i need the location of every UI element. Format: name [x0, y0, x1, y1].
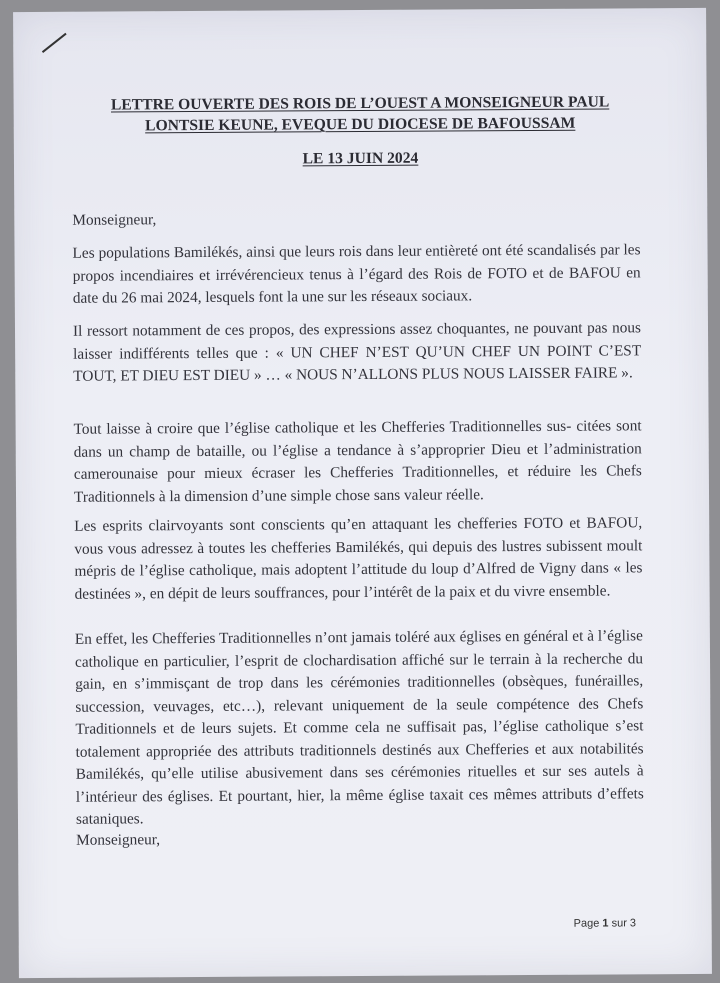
salutation: Monseigneur, [72, 211, 157, 229]
document-date: LE 13 JUIN 2024 [302, 149, 419, 168]
paragraph-text: Les esprits clairvoyants sont conscients qu’en attaquant les chefferies FOTO et BAFOU, vous vous adressez à toutes les chefferies Bamilékés, qui depuis des lustres subissent moult mépris de l’église catholique, mais adoptent l’attitude du loup d’Alfred de Vigny dans « les destinées », en dépit de leurs souffrances, pour l’intérêt de la paix et du vivre ensemble. [74, 514, 643, 603]
paragraph-text: Tout laisse à croire que l’église catholique et les Chefferies Traditionnelles sus- citées sont dans un champ de bataille, ou l’église a tendance à s’approprier Dieu et l’administration camerounaise pour mieux écraser les Chefferies Traditionnelles, et réduire les Chefs Traditionnels à la dimension d’une simple chose sans valeur réelle. [73, 417, 642, 506]
page-number [574, 917, 636, 929]
closing-salutation: Monseigneur, [76, 831, 161, 849]
paragraph-text: En effet, les Chefferies Traditionnelles n’ont jamais toléré aux églises en général et à l’église catholique en particulier, l’esprit de clochardisation affiché sur le terrain à la recherche du gain, en s’immisçant de trop dans les cérémonies traditionnelles (obsèques, funérailles, succession, veuvages, etc…), relevant uniquement de la seule compétence des Chefs Traditionnels et de leurs sujets. Et comme cela ne suffisait pas, l’église catholique s’est totalement appropriée des attributs traditionnels destinés aux Chefferies et aux notabilités Bamilékés, qu’elle utilise abusivement dans ses cérémonies rituelles et sur ses autels à l’intérieur des églises. Et pourtant, hier, la même église taxait ces mêmes attributs d’effets sataniques. [74, 627, 644, 828]
title-line-2: LONTSIE KEUNE, EVEQUE DU DIOCESE DE BAFOUSSAM [145, 114, 576, 135]
title-line-1: LETTRE OUVERTE DES ROIS DE L’OUEST A MONSEIGNEUR PAUL [110, 93, 610, 114]
paragraph-1 [72, 239, 640, 310]
document-page [13, 8, 712, 978]
paragraph-5 [75, 625, 644, 831]
document-title [54, 91, 667, 137]
paragraph-2 [73, 317, 641, 388]
paragraph-3 [74, 415, 643, 508]
pen-mark [42, 33, 67, 53]
page-label-prefix: Page [573, 917, 603, 930]
paragraph-text: Il ressort notamment de ces propos, des expressions assez choquantes, ne pouvant pas nous laisser indifférents telles que : « UN CHEF N’EST QU’UN CHEF UN POINT C’EST TOUT, ET DIEU EST DIEU » … « NOUS N’ALLONS PLUS NOUS LAISSER FAIRE ». [72, 319, 642, 385]
page-label-suffix: sur 3 [608, 917, 637, 930]
paragraph-text: Les populations Bamilékés, ainsi que leurs rois dans leur entièreté ont été scandalisés par les propos incendiaires et irrévérencieux tenus à l’égard des Rois de FOTO et de BAFOU en date du 26 mai 2024, lesquels font la une sur les réseaux sociaux. [72, 241, 641, 307]
paragraph-4 [74, 512, 643, 605]
page-current: 1 [602, 917, 609, 930]
